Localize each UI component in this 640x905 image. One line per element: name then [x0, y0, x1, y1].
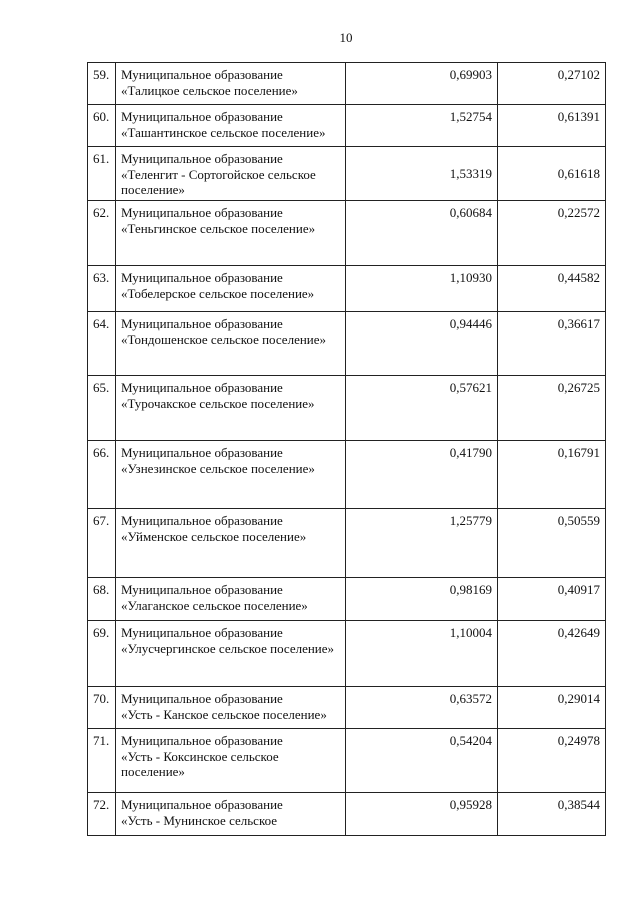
municipality-name-line: Муниципальное образование: [121, 151, 283, 166]
row-number: 64.: [88, 312, 116, 376]
second-value-cell: 0,61391: [498, 105, 606, 147]
table-row: [88, 63, 606, 105]
municipality-name: [116, 509, 346, 578]
second-value-cell: 0,61618: [498, 147, 606, 201]
municipality-name: [116, 687, 346, 729]
second-value-cell: 0,36617: [498, 312, 606, 376]
table-row: [88, 441, 606, 509]
municipality-name: [116, 147, 346, 201]
first-value-cell: 1,25779: [346, 509, 498, 578]
second-value-cell: 0,50559: [498, 509, 606, 578]
table-row: [88, 312, 606, 376]
table-row: [88, 266, 606, 312]
municipality-name-line: «Талицкое сельское поселение»: [121, 82, 298, 98]
first-value-cell: 0,54204: [346, 729, 498, 793]
second-value-cell: 0,26725: [498, 376, 606, 441]
municipality-name-line: «Улусчергинское сельское поселение»: [121, 640, 335, 656]
row-number: 62.: [88, 201, 116, 266]
table-row: [88, 376, 606, 441]
municipality-name-line: Муниципальное образование: [121, 316, 283, 331]
municipality-name-line: Муниципальное образование: [121, 109, 283, 124]
first-value-cell: 1,53319: [346, 147, 498, 201]
municipality-name-line: «Улаганское сельское поселение»: [121, 597, 308, 613]
municipality-name-line: Муниципальное образование: [121, 270, 283, 285]
municipality-name-line: Муниципальное образование: [121, 797, 283, 812]
second-value-cell: 0,29014: [498, 687, 606, 729]
row-number: 67.: [88, 509, 116, 578]
municipality-name-line: Муниципальное образование: [121, 205, 283, 220]
first-value-cell: 0,98169: [346, 578, 498, 621]
second-value-cell: 0,40917: [498, 578, 606, 621]
row-number: 65.: [88, 376, 116, 441]
municipality-name: [116, 441, 346, 509]
row-number: 68.: [88, 578, 116, 621]
first-value-cell: 0,63572: [346, 687, 498, 729]
table-row: [88, 105, 606, 147]
municipality-coefficients-table: [87, 62, 606, 836]
municipality-name: [116, 729, 346, 793]
municipality-name-line: «Теньгинское сельское поселение»: [121, 220, 316, 236]
municipality-name: [116, 376, 346, 441]
second-value-cell: 0,27102: [498, 63, 606, 105]
first-value-cell: 1,10004: [346, 621, 498, 687]
row-number: 61.: [88, 147, 116, 201]
first-value-cell: 0,69903: [346, 63, 498, 105]
table-row: [88, 793, 606, 836]
municipality-name-line: «Усть - Канское сельское поселение»: [121, 706, 327, 722]
second-value-cell: 0,38544: [498, 793, 606, 836]
second-value-cell: 0,44582: [498, 266, 606, 312]
municipality-name-line: Муниципальное образование: [121, 582, 283, 597]
municipality-name: [116, 201, 346, 266]
row-number: 66.: [88, 441, 116, 509]
municipality-name: [116, 621, 346, 687]
row-number: 69.: [88, 621, 116, 687]
table-row: [88, 687, 606, 729]
row-number: 71.: [88, 729, 116, 793]
municipality-name-line: Муниципальное образование: [121, 67, 283, 82]
municipality-name-line: поселение»: [121, 764, 185, 779]
municipality-name-line: поселение»: [121, 182, 185, 197]
first-value-cell: 1,52754: [346, 105, 498, 147]
municipality-name-line: Муниципальное образование: [121, 733, 283, 748]
municipality-name: [116, 578, 346, 621]
table-row: [88, 729, 606, 793]
municipality-name: [116, 63, 346, 105]
second-value-cell: 0,16791: [498, 441, 606, 509]
municipality-name-line: «Узнезинское сельское поселение»: [121, 460, 315, 476]
page-number: 10: [339, 30, 353, 45]
first-value-cell: 0,95928: [346, 793, 498, 836]
municipality-name-line: «Турочакское сельское поселение»: [121, 395, 315, 411]
table-row: [88, 621, 606, 687]
municipality-name-line: «Теленгит - Сортогойское сельское: [121, 166, 316, 182]
row-number: 72.: [88, 793, 116, 836]
row-number: 60.: [88, 105, 116, 147]
row-number: 63.: [88, 266, 116, 312]
municipality-name-line: «Уйменское сельское поселение»: [121, 528, 307, 544]
municipality-name: [116, 793, 346, 836]
municipality-name-line: «Тондошенское сельское поселение»: [121, 331, 327, 347]
municipality-name-line: «Ташантинское сельское поселение»: [121, 124, 326, 140]
table-row: [88, 578, 606, 621]
first-value-cell: 0,41790: [346, 441, 498, 509]
table-row: [88, 509, 606, 578]
first-value-cell: 0,60684: [346, 201, 498, 266]
municipality-name-line: Муниципальное образование: [121, 445, 283, 460]
second-value-cell: 0,42649: [498, 621, 606, 687]
second-value-cell: 0,22572: [498, 201, 606, 266]
municipality-name-line: «Усть - Коксинское сельское: [121, 748, 279, 764]
municipality-name: [116, 266, 346, 312]
first-value-cell: 0,57621: [346, 376, 498, 441]
municipality-name-line: «Тобелерское сельское поселение»: [121, 285, 315, 301]
municipality-name-line: Муниципальное образование: [121, 625, 283, 640]
second-value-cell: 0,24978: [498, 729, 606, 793]
municipality-name-line: Муниципальное образование: [121, 691, 283, 706]
municipality-name: [116, 105, 346, 147]
first-value-cell: 1,10930: [346, 266, 498, 312]
row-number: 70.: [88, 687, 116, 729]
municipality-name: [116, 312, 346, 376]
table-row: [88, 147, 606, 201]
municipality-name-line: Муниципальное образование: [121, 513, 283, 528]
table-row: [88, 201, 606, 266]
first-value-cell: 0,94446: [346, 312, 498, 376]
municipality-name-line: «Усть - Мунинское сельское: [121, 812, 278, 828]
row-number: 59.: [88, 63, 116, 105]
municipality-name-line: Муниципальное образование: [121, 380, 283, 395]
